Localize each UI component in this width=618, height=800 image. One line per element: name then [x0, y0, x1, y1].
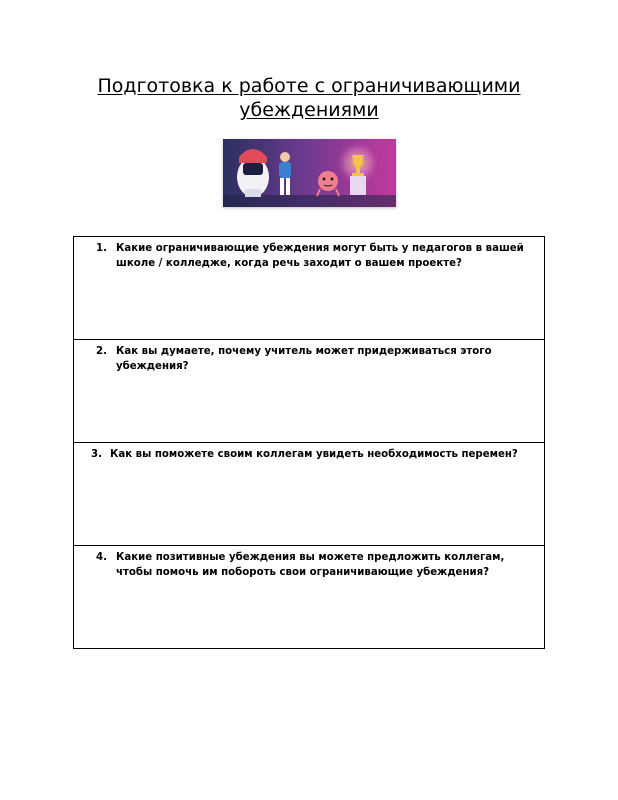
questions-table [73, 236, 545, 649]
question-row [74, 443, 545, 546]
question-number: 4. [96, 552, 107, 563]
question-number: 1. [96, 243, 107, 254]
question-text: Какие ограничивающие убеждения могут быть у педагогов в вашей школе / колледже, когда речь заходит о вашем проекте? [116, 243, 524, 269]
question-text: Какие позитивные убеждения вы можете предложить коллегам, чтобы помочь им побороть свои ограничивающие убеждения? [116, 552, 505, 578]
page-title-line-1: Подготовка к работе с ограничивающими [97, 75, 521, 97]
question-text: Как вы думаете, почему учитель может придерживаться этого убеждения? [116, 346, 492, 372]
question-row [74, 237, 545, 340]
teacher-beliefs-illustration [223, 139, 396, 207]
answer-cell[interactable] [74, 237, 545, 340]
answer-cell[interactable] [74, 546, 545, 649]
page-title [0, 74, 618, 122]
page-title-line-2: убеждениями [239, 99, 379, 121]
question-number: 2. [96, 346, 107, 357]
question-text: Как вы поможете своим коллегам увидеть необходимость перемен? [110, 449, 518, 460]
question-row [74, 340, 545, 443]
question-row [74, 546, 545, 649]
answer-cell[interactable] [74, 443, 545, 546]
answer-cell[interactable] [74, 340, 545, 443]
question-number: 3. [91, 449, 102, 460]
